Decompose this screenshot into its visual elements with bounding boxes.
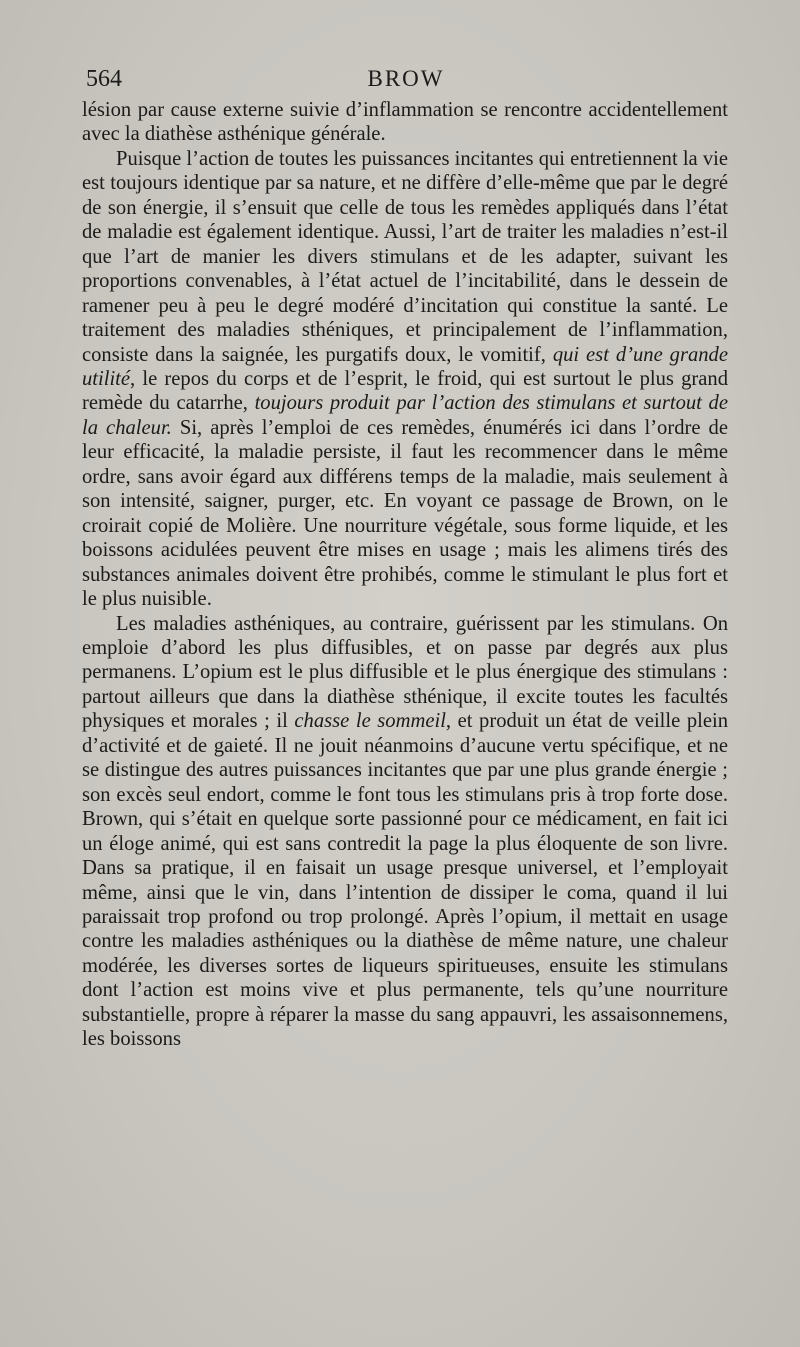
text-segment: , et produit un état de veille plein d’activité et de gaieté. Il ne jouit néanmoins d’aucune vertu spécifique, et ne se distingue des autres puissances incitantes que par une plus grande énergie ; son excès seul endort, comme le font tous les stimulans pris à trop forte dose. Brown, qui s’était en quelque sorte passionné pour ce médicament, en fait ici un éloge animé, qui est sans contredit la page la plus éloquente de son livre. Dans sa pratique, il en faisait un usage presque universel, et l’employait même, ainsi que le vin, dans l’intention de dissiper le coma, quand il lui paraissait trop profond ou trop prolongé. Après l’opium, il mettait en usage contre les maladies asthéniques ou la diathèse de même nature, une chaleur modérée, les diverses sortes de liqueurs spiritueuses, ensuite les stimulans dont l’action est moins vive et plus permanente, tels qu’une nourriture substantielle, propre à réparer la masse du sang appauvri, les assaisonnemens, les boissons	[82, 710, 729, 1051]
paragraph	[82, 147, 728, 612]
page-header	[84, 66, 728, 98]
text-segment: Puisque l’action de toutes les puissances incitantes qui entretiennent la vie est toujours identique par sa nature, et ne diffère d’elle-même que par le degré de son énergie, il s’ensuit que celle de tous les remèdes appliqués dans l’état de maladie est également identique. Aussi, l’art de traiter les maladies n’est-il que l’art de manier les divers stimulans et de les adapter, suivant les proportions convenables, à l’état actuel de l’incitabilité, dans le dessein de ramener peu à peu le degré modéré d’incitation qui constitue la santé. Le traitement des maladies sthéniques, et principalement de l’inflammation, consiste dans la saignée, les purgatifs doux, le vomitif,	[82, 147, 728, 366]
italic-text: toujours produit par l’action des stimulans et surtout de la chaleur.	[82, 392, 728, 439]
text-segment: Les maladies asthéniques, au contraire, guérissent par les stimulans. On emploie d’abord les plus diffusibles, et on passe par degrés aux plus permanens. L’opium est le plus diffusible et le plus énergique des stimulans : partout ailleurs que dans la diathèse sthénique, il excite toutes les facultés physiques et morales ; il	[82, 612, 728, 733]
body-text	[82, 98, 728, 1052]
page-number: 564	[86, 66, 122, 92]
paragraph	[82, 612, 728, 1052]
italic-text: qui est d’une grande utilité	[82, 343, 728, 390]
text-segment: lésion par cause externe suivie d’inflammation se rencontre accidentellement avec la diathèse asthénique générale.	[82, 99, 728, 146]
text-segment: , le repos du corps et de l’esprit, le froid, qui est surtout le plus grand remède du catarrhe,	[82, 367, 728, 415]
italic-text: chasse le sommeil	[294, 710, 446, 733]
text-segment: Si, après l’emploi de ces remèdes, énumérés ici dans l’ordre de leur efficacité, la maladie persiste, il faut les recommencer dans le même ordre, sans avoir égard aux différens temps de la maladie, mais seulement à son intensité, saigner, purger, etc. En voyant ce passage de Brown, on le croirait copié de Molière. Une nourriture végétale, sous forme liquide, et les boissons acidulées peuvent être mises en usage ; mais les alimens tirés des substances animales doivent être prohibés, comme le stimulant le plus fort et le plus nuisible.	[82, 416, 728, 611]
paragraph	[82, 98, 728, 147]
running-head: BROW	[367, 66, 445, 91]
